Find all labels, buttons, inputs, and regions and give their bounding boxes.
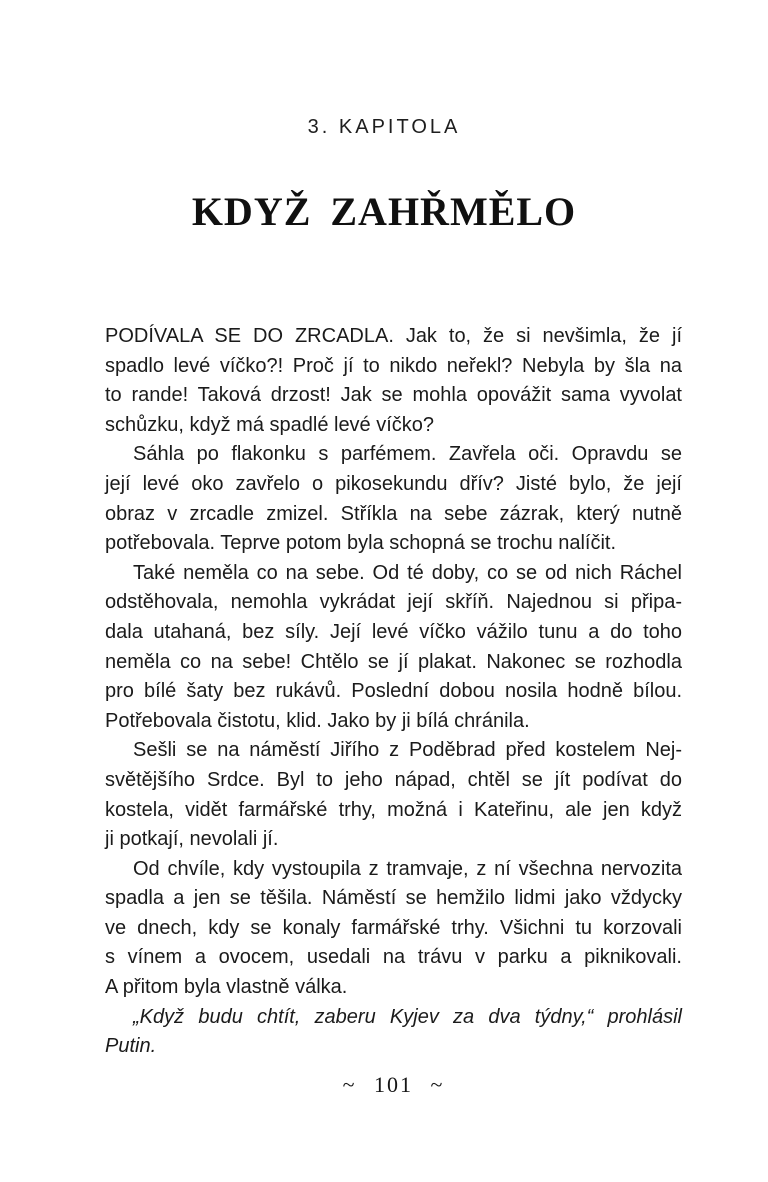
text-line: schůzku, když má spadlé levé víčko?: [105, 413, 435, 436]
text-line: Potřebovala čistotu, klid. Jako by ji bílá chránila.: [105, 709, 530, 732]
text-line: Také neměla co na sebe. Od té doby, co se od nich Ráchel: [133, 561, 682, 584]
chapter-heading: 3. KAPITOLA: [307, 116, 461, 138]
text-line: Putin.: [105, 1035, 157, 1058]
paragraph: [105, 855, 682, 1003]
chapter-title: KDYŽ ZAHŘMĚLO: [191, 189, 577, 234]
paragraph: [105, 322, 682, 440]
paragraph: [105, 736, 682, 854]
page-number: ~ 101 ~: [342, 1071, 445, 1097]
paragraph: [105, 559, 682, 737]
text-line: potřebovala. Teprve potom byla schopná se trochu nalíčit.: [105, 532, 617, 555]
text-line: neměla co na sebe! Chtělo se jí plakat. Nakonec se rozhodla: [105, 650, 682, 673]
text-line: dala utahaná, bez síly. Její levé víčko vážilo tunu a do toho: [105, 620, 682, 643]
text-line: to rande! Taková drzost! Jak se mohla opovážit sama vyvolat: [105, 384, 682, 407]
text-line: světějšího Srdce. Byl to jeho nápad, chtěl se jít podívat do: [105, 768, 682, 791]
text-line: kostela, vidět farmářské trhy, možná i Kateřinu, ale jen když: [105, 798, 682, 821]
paragraph-quote: [105, 1003, 682, 1062]
text-line: Od chvíle, kdy vystoupila z tramvaje, z ní všechna nervozita: [133, 857, 682, 880]
text-line: s vínem a ovocem, usedali na trávu v parku a piknikovali.: [105, 946, 682, 969]
text-line: PODÍVALA SE DO ZRCADLA. Jak to, že si nevšimla, že jí: [105, 325, 682, 347]
text-line: ji potkají, nevolali jí.: [105, 828, 279, 851]
text-line: pro bílé šaty bez rukávů. Poslední dobou nosila hodně bílou.: [105, 680, 682, 703]
text-line: Sáhla po flakonku s parfémem. Zavřela oči. Opravdu se: [133, 443, 682, 466]
text-line: spadlo levé víčko?! Proč jí to nikdo neřekl? Nebyla by šla na: [105, 354, 682, 377]
body-text: [105, 322, 682, 1062]
paragraph: [105, 440, 682, 558]
text-line: její levé oko zavřelo o pikosekundu dřív? Jisté bylo, že její: [105, 472, 682, 495]
text-line: spadla a jen se těšila. Náměstí se hemžilo lidmi jako vždycky: [105, 887, 682, 910]
text-line: Sešli se na náměstí Jiřího z Poděbrad před kostelem Nej-: [133, 739, 682, 762]
text-line: odstěhovala, nemohla vykrádat její skříň. Najednou si připa-: [105, 591, 682, 614]
text-line: „Když budu chtít, zaberu Kyjev za dva týdny,“ prohlásil: [133, 1005, 682, 1028]
text-line: ve dnech, kdy se konaly farmářské trhy. Všichni tu korzovali: [105, 916, 682, 939]
text-line: A přitom byla vlastně válka.: [105, 976, 348, 999]
text-line: obraz v zrcadle zmizel. Stříkla na sebe zázrak, který nutně: [105, 502, 682, 525]
